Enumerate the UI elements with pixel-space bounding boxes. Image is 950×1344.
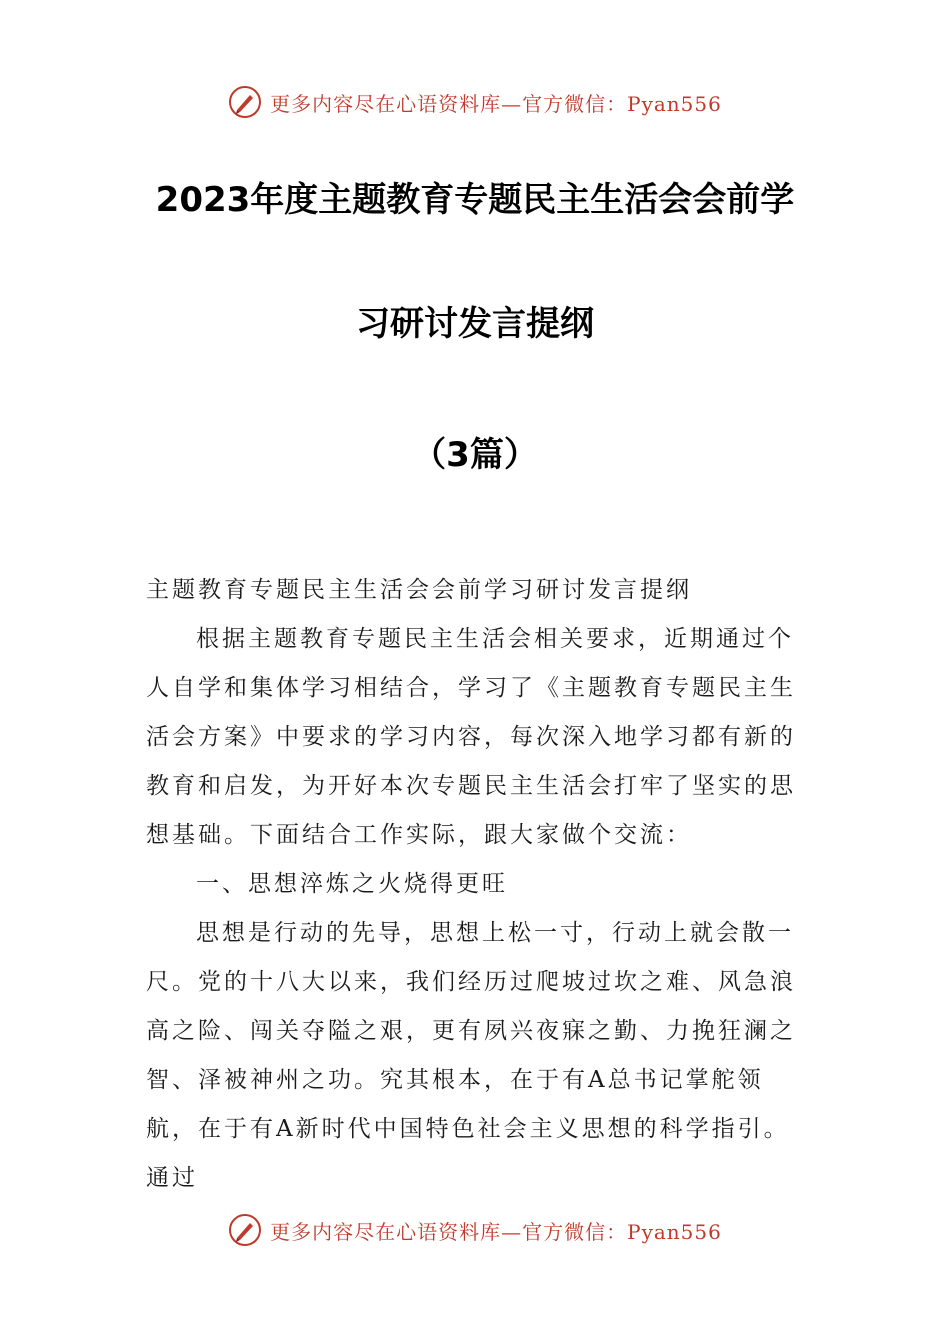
document-title-line-2: 习研讨发言提纲	[356, 304, 594, 344]
section-heading-1: 一、思想淬炼之火烧得更旺	[196, 871, 508, 897]
watermark-text: 更多内容尽在心语资料库—官方微信：Pyan556	[270, 91, 722, 116]
document-title-count: （3篇）	[412, 435, 538, 475]
watermark-footer	[0, 1210, 950, 1250]
watermark-text: 更多内容尽在心语资料库—官方微信：Pyan556	[270, 1219, 722, 1244]
document-title-line-1: 2023年度主题教育专题民主生活会会前学	[155, 180, 795, 220]
paragraph-intro: 根据主题教育专题民主生活会相关要求，近期通过个人自学和集体学习相结合，学习了《主题教育专题民主生活会方案》中要求的学习内容，每次深入地学习都有新的教育和启发，为开好本次专题民主生活会打牢了坚实的思想基础。下面结合工作实际，跟大家做个交流：	[146, 626, 796, 848]
watermark-header	[0, 82, 950, 122]
document-subtitle: 主题教育专题民主生活会会前学习研讨发言提纲	[146, 577, 692, 603]
pen-logo-icon	[228, 85, 262, 119]
pen-logo-icon	[228, 1213, 262, 1247]
paragraph-section-1: 思想是行动的先导，思想上松一寸，行动上就会散一尺。党的十八大以来，我们经历过爬坡过坎之难、风急浪高之险、闯关夺隘之艰，更有夙兴夜寐之勤、力挽狂澜之智、泽被神州之功。究其根本，在于有A总书记掌舵领航，在于有A新时代中国特色社会主义思想的科学指引。通过	[146, 920, 796, 1191]
document-body	[146, 566, 810, 1203]
